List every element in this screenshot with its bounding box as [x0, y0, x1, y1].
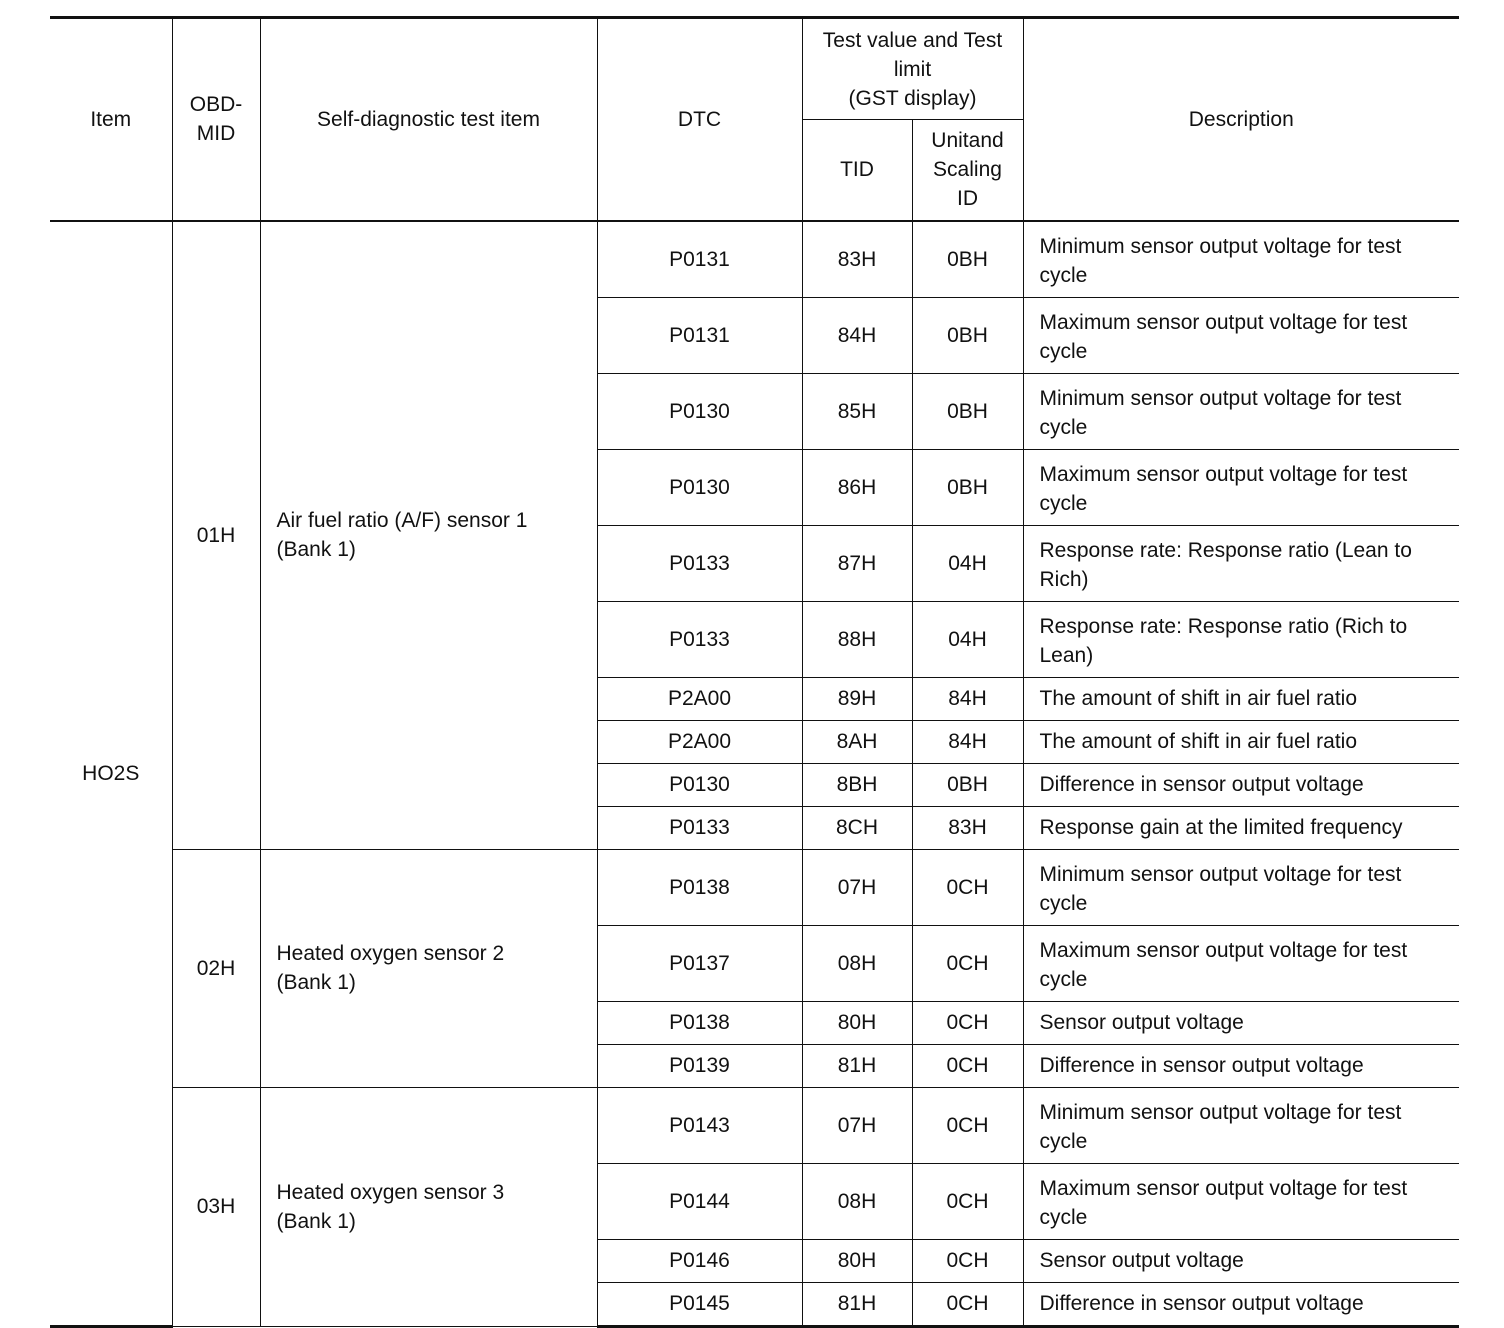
unit-scaling-cell: 0CH	[912, 1001, 1023, 1044]
table-row	[50, 849, 1459, 925]
dtc-cell: P0138	[597, 849, 802, 925]
unit-scaling-cell: 0BH	[912, 373, 1023, 449]
unit-scaling-cell: 0BH	[912, 763, 1023, 806]
description-cell: Maximum sensor output voltage for test cycle	[1023, 297, 1459, 373]
unit-scaling-cell: 04H	[912, 601, 1023, 677]
dtc-cell: P0131	[597, 297, 802, 373]
description-cell: Maximum sensor output voltage for test cycle	[1023, 1163, 1459, 1239]
description-cell: The amount of shift in air fuel ratio	[1023, 720, 1459, 763]
description-cell: Response rate: Response ratio (Lean to Rich)	[1023, 525, 1459, 601]
tid-cell: 07H	[802, 1087, 912, 1163]
dtc-cell: P0144	[597, 1163, 802, 1239]
unit-scaling-cell: 0CH	[912, 1163, 1023, 1239]
test-item-cell: Air fuel ratio (A/F) sensor 1 (Bank 1)	[260, 221, 597, 850]
dtc-cell: P0137	[597, 925, 802, 1001]
header-dtc: DTC	[597, 18, 802, 221]
tid-cell: 84H	[802, 297, 912, 373]
dtc-cell: P0133	[597, 525, 802, 601]
header-tid: TID	[802, 120, 912, 221]
tid-cell: 87H	[802, 525, 912, 601]
tid-cell: 81H	[802, 1044, 912, 1087]
tid-cell: 8CH	[802, 806, 912, 849]
description-cell: Minimum sensor output voltage for test cycle	[1023, 1087, 1459, 1163]
tid-cell: 88H	[802, 601, 912, 677]
tid-cell: 89H	[802, 677, 912, 720]
header-unit-scaling-id: Unitand Scaling ID	[912, 120, 1023, 221]
obd-mid-cell: 03H	[172, 1087, 260, 1326]
unit-scaling-cell: 0BH	[912, 297, 1023, 373]
description-cell: Minimum sensor output voltage for test cycle	[1023, 221, 1459, 298]
dtc-cell: P2A00	[597, 677, 802, 720]
unit-scaling-cell: 0CH	[912, 1044, 1023, 1087]
header-item: Item	[50, 18, 172, 221]
obd-monitor-table	[50, 16, 1459, 1328]
tid-cell: 83H	[802, 221, 912, 298]
dtc-cell: P0146	[597, 1239, 802, 1282]
dtc-cell: P0145	[597, 1282, 802, 1326]
dtc-cell: P0133	[597, 806, 802, 849]
tid-cell: 85H	[802, 373, 912, 449]
unit-scaling-cell: 84H	[912, 720, 1023, 763]
description-cell: Minimum sensor output voltage for test cycle	[1023, 849, 1459, 925]
dtc-cell: P0130	[597, 449, 802, 525]
tid-cell: 86H	[802, 449, 912, 525]
unit-scaling-cell: 0BH	[912, 449, 1023, 525]
tid-cell: 08H	[802, 925, 912, 1001]
header-description: Description	[1023, 18, 1459, 221]
description-cell: Difference in sensor output voltage	[1023, 1044, 1459, 1087]
test-item-cell: Heated oxygen sensor 2 (Bank 1)	[260, 849, 597, 1087]
obd-mid-cell: 02H	[172, 849, 260, 1087]
item-cell: HO2S	[50, 221, 172, 1327]
description-cell: Maximum sensor output voltage for test cycle	[1023, 925, 1459, 1001]
description-cell: Minimum sensor output voltage for test cycle	[1023, 373, 1459, 449]
description-cell: Difference in sensor output voltage	[1023, 1282, 1459, 1326]
dtc-cell: P0130	[597, 373, 802, 449]
unit-scaling-cell: 83H	[912, 806, 1023, 849]
tid-cell: 8BH	[802, 763, 912, 806]
description-cell: Difference in sensor output voltage	[1023, 763, 1459, 806]
dtc-cell: P0131	[597, 221, 802, 298]
unit-scaling-cell: 0CH	[912, 849, 1023, 925]
dtc-cell: P0143	[597, 1087, 802, 1163]
table-row	[50, 221, 1459, 298]
tid-cell: 8AH	[802, 720, 912, 763]
unit-scaling-cell: 0CH	[912, 925, 1023, 1001]
unit-scaling-cell: 0CH	[912, 1282, 1023, 1326]
dtc-cell: P0133	[597, 601, 802, 677]
dtc-cell: P0139	[597, 1044, 802, 1087]
description-cell: The amount of shift in air fuel ratio	[1023, 677, 1459, 720]
tid-cell: 81H	[802, 1282, 912, 1326]
tid-cell: 07H	[802, 849, 912, 925]
unit-scaling-cell: 84H	[912, 677, 1023, 720]
table-row	[50, 1087, 1459, 1163]
description-cell: Response gain at the limited frequency	[1023, 806, 1459, 849]
unit-scaling-cell: 0BH	[912, 221, 1023, 298]
dtc-cell: P2A00	[597, 720, 802, 763]
test-item-cell: Heated oxygen sensor 3 (Bank 1)	[260, 1087, 597, 1326]
header-obd-mid: OBD- MID	[172, 18, 260, 221]
obd-mid-cell: 01H	[172, 221, 260, 850]
description-cell: Maximum sensor output voltage for test cycle	[1023, 449, 1459, 525]
dtc-cell: P0138	[597, 1001, 802, 1044]
description-cell: Sensor output voltage	[1023, 1239, 1459, 1282]
header-test-value: Test value and Test limit (GST display)	[802, 18, 1023, 120]
tid-cell: 80H	[802, 1001, 912, 1044]
table-body	[50, 221, 1459, 1327]
description-cell: Response rate: Response ratio (Rich to Lean)	[1023, 601, 1459, 677]
unit-scaling-cell: 0CH	[912, 1087, 1023, 1163]
tid-cell: 08H	[802, 1163, 912, 1239]
dtc-cell: P0130	[597, 763, 802, 806]
description-cell: Sensor output voltage	[1023, 1001, 1459, 1044]
unit-scaling-cell: 0CH	[912, 1239, 1023, 1282]
header-test-item: Self-diagnostic test item	[260, 18, 597, 221]
unit-scaling-cell: 04H	[912, 525, 1023, 601]
tid-cell: 80H	[802, 1239, 912, 1282]
